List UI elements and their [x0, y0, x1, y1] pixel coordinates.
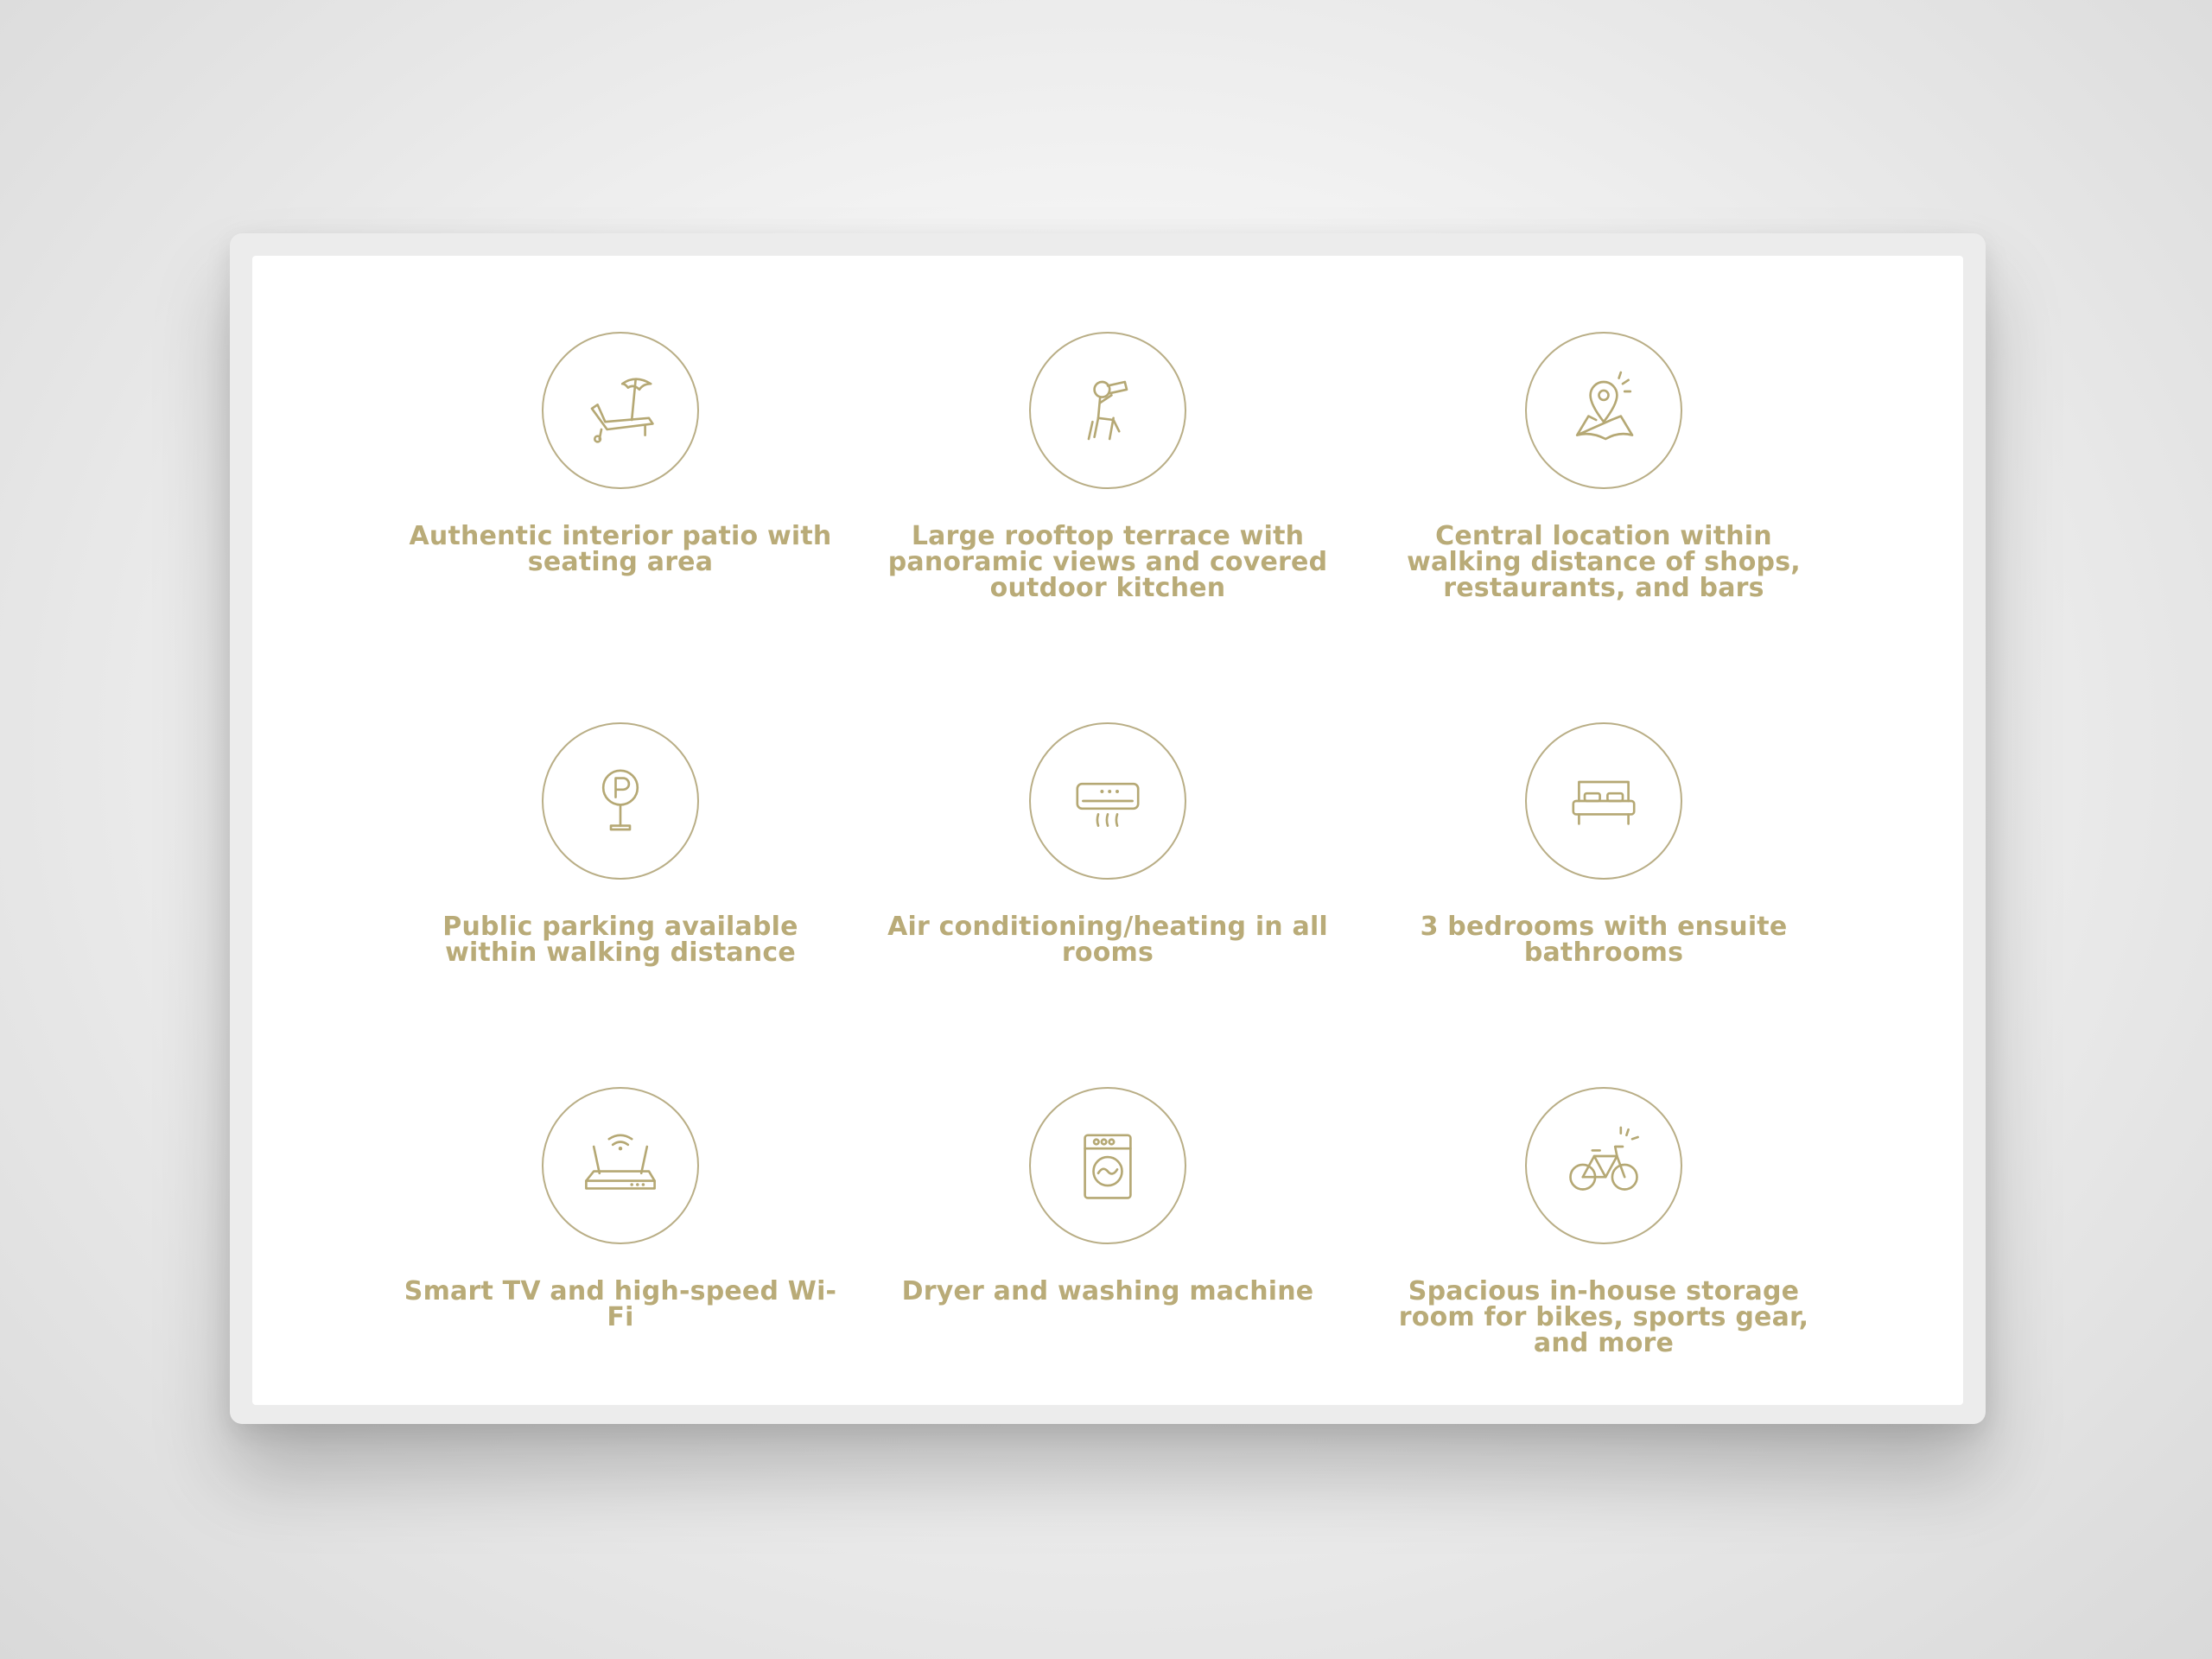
feature-air-conditioning — [883, 722, 1332, 966]
feature-icon-circle — [1029, 722, 1186, 880]
feature-icon-circle — [1029, 332, 1186, 489]
feature-label: Central location within walking distance of shops, restaurants, and bars — [1407, 521, 1801, 603]
wifi-router-icon — [573, 1118, 668, 1213]
feature-storage — [1379, 1087, 1828, 1357]
feature-wifi — [396, 1087, 845, 1331]
feature-label: Smart TV and high-speed Wi-Fi — [404, 1276, 837, 1332]
feature-label: Large rooftop terrace with panoramic views and covered outdoor kitchen — [887, 521, 1328, 603]
feature-icon-circle — [542, 332, 699, 489]
telescope-person-icon — [1060, 363, 1155, 458]
feature-patio — [396, 332, 845, 575]
amenities-panel — [252, 256, 1963, 1405]
parking-sign-icon — [573, 753, 668, 849]
beach-chair-umbrella-icon — [573, 363, 668, 458]
feature-rooftop — [883, 332, 1332, 601]
bed-icon — [1556, 753, 1651, 849]
map-pin-icon — [1556, 363, 1651, 458]
feature-icon-circle — [1029, 1087, 1186, 1244]
feature-icon-circle — [1525, 722, 1682, 880]
feature-label: 3 bedrooms with ensuite bathrooms — [1420, 912, 1788, 968]
feature-bedrooms — [1379, 722, 1828, 966]
feature-icon-circle — [1525, 332, 1682, 489]
feature-laundry — [883, 1087, 1332, 1305]
feature-label: Public parking available within walking distance — [442, 912, 798, 968]
feature-location — [1379, 332, 1828, 601]
feature-icon-circle — [542, 722, 699, 880]
feature-parking — [396, 722, 845, 966]
bicycle-icon — [1556, 1118, 1651, 1213]
feature-icon-circle — [1525, 1087, 1682, 1244]
feature-label: Air conditioning/heating in all rooms — [887, 912, 1328, 968]
feature-label: Dryer and washing machine — [901, 1276, 1314, 1306]
screen-frame — [230, 233, 1986, 1424]
air-conditioner-icon — [1060, 753, 1155, 849]
feature-icon-circle — [542, 1087, 699, 1244]
washing-machine-icon — [1060, 1118, 1155, 1213]
feature-label: Authentic interior patio with seating area — [409, 521, 832, 577]
feature-label: Spacious in-house storage room for bikes, sports gear, and more — [1398, 1276, 1809, 1358]
